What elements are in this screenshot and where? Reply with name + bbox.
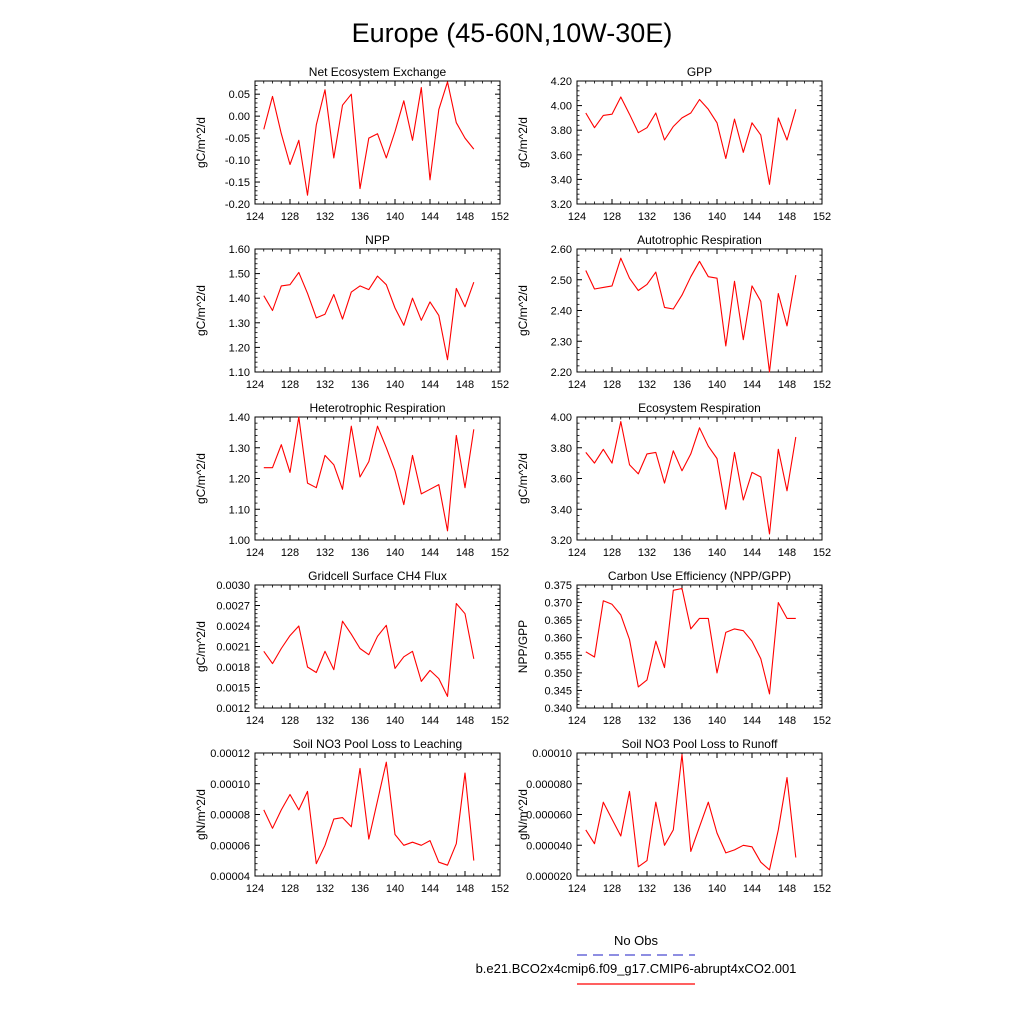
plot-frame: [577, 753, 822, 876]
plot-frame: [255, 753, 500, 876]
x-tick-label: 140: [707, 715, 727, 727]
y-tick-label: 3.20: [550, 535, 572, 547]
x-tick-label: 140: [385, 379, 405, 391]
y-tick-label: 0.0015: [216, 682, 250, 695]
x-tick-label: 132: [637, 379, 657, 391]
panel-soil-no3-pool-loss-to-leaching: [194, 737, 509, 895]
y-tick-label: 0.00: [228, 111, 250, 124]
y-tick-label: 0.375: [544, 580, 572, 592]
panel-title: Gridcell Surface CH4 Flux: [308, 569, 447, 583]
y-tick-label: 0.000040: [526, 840, 572, 853]
y-tick-label: -0.20: [224, 199, 250, 211]
x-tick-label: 128: [602, 547, 622, 559]
x-tick-label: 140: [707, 211, 727, 223]
y-tick-label: 1.40: [228, 293, 250, 306]
x-tick-label: 136: [350, 715, 370, 727]
panel-autotrophic-respiration: [516, 233, 831, 391]
y-tick-label: 1.00: [228, 535, 250, 547]
panel-title: Soil NO3 Pool Loss to Runoff: [621, 737, 778, 751]
y-tick-label: 0.355: [544, 650, 572, 663]
y-axis-label: gC/m^2/d: [194, 453, 208, 504]
x-tick-label: 144: [420, 547, 440, 559]
panel-title: Soil NO3 Pool Loss to Leaching: [292, 737, 463, 751]
x-tick-label: 124: [567, 211, 587, 223]
x-tick-label: 148: [777, 883, 797, 895]
x-tick-label: 124: [245, 379, 265, 391]
y-tick-label: 3.40: [550, 174, 572, 187]
x-tick-label: 132: [315, 379, 335, 391]
y-tick-label: 0.00004: [210, 871, 250, 883]
y-tick-label: 0.000080: [526, 778, 572, 791]
y-tick-label: 1.10: [228, 367, 250, 379]
y-tick-label: 0.0021: [216, 641, 250, 654]
x-tick-label: 148: [455, 883, 475, 895]
panel-npp: [194, 233, 509, 391]
x-tick-label: 152: [490, 883, 510, 895]
x-tick-label: 152: [812, 379, 832, 391]
x-tick-label: 128: [280, 379, 300, 391]
y-axis-label: gN/m^2/d: [194, 789, 208, 840]
x-tick-label: 148: [455, 379, 475, 391]
x-tick-label: 136: [350, 211, 370, 223]
x-tick-label: 128: [280, 715, 300, 727]
plot-grid: [194, 65, 831, 895]
series-line: [264, 417, 474, 531]
x-tick-label: 132: [637, 883, 657, 895]
x-tick-label: 152: [490, 547, 510, 559]
y-tick-label: 1.40: [228, 412, 250, 424]
y-tick-label: 3.80: [550, 442, 572, 455]
x-tick-label: 152: [812, 883, 832, 895]
y-tick-label: 0.0012: [216, 703, 250, 715]
y-axis-label: gC/m^2/d: [516, 453, 530, 504]
x-tick-label: 128: [602, 211, 622, 223]
y-tick-label: 3.80: [550, 125, 572, 138]
panel-title: Heterotrophic Respiration: [309, 401, 446, 415]
x-tick-label: 140: [707, 379, 727, 391]
y-tick-label: 2.30: [550, 336, 572, 349]
y-tick-label: 0.00008: [210, 809, 250, 822]
x-tick-label: 128: [280, 883, 300, 895]
x-tick-label: 136: [672, 379, 692, 391]
panel-soil-no3-pool-loss-to-runoff: [516, 737, 831, 895]
x-tick-label: 140: [707, 547, 727, 559]
page-title: Europe (45-60N,10W-30E): [351, 18, 673, 48]
y-tick-label: 0.0030: [216, 580, 250, 592]
x-tick-label: 132: [637, 547, 657, 559]
y-tick-label: 0.360: [544, 632, 572, 645]
y-axis-label: gC/m^2/d: [194, 621, 208, 672]
legend: [476, 933, 797, 984]
x-tick-label: 144: [742, 715, 762, 727]
x-tick-label: 132: [315, 883, 335, 895]
plot-frame: [577, 249, 822, 372]
y-tick-label: 4.00: [550, 100, 572, 113]
y-tick-label: 1.50: [228, 268, 250, 281]
y-tick-label: -0.15: [224, 177, 250, 190]
y-tick-label: 0.345: [544, 685, 572, 698]
x-tick-label: 152: [490, 379, 510, 391]
x-tick-label: 148: [455, 211, 475, 223]
x-tick-label: 152: [812, 547, 832, 559]
y-tick-label: 1.20: [228, 342, 250, 355]
y-axis-label: gC/m^2/d: [516, 117, 530, 168]
x-tick-label: 148: [777, 379, 797, 391]
series-line: [264, 82, 474, 195]
y-tick-label: 3.20: [550, 199, 572, 211]
x-tick-label: 132: [315, 211, 335, 223]
series-line: [264, 762, 474, 865]
series-line: [586, 258, 796, 372]
panel-title: Carbon Use Efficiency (NPP/GPP): [607, 569, 792, 583]
y-tick-label: 4.20: [550, 76, 572, 88]
plot-frame: [255, 585, 500, 708]
plot-frame: [255, 249, 500, 372]
x-tick-label: 124: [245, 211, 265, 223]
y-tick-label: 0.0024: [216, 621, 250, 633]
x-tick-label: 136: [350, 379, 370, 391]
y-tick-label: 0.00012: [210, 748, 250, 760]
x-tick-label: 132: [315, 547, 335, 559]
x-tick-label: 144: [420, 211, 440, 223]
panel-gridcell-surface-ch4-flux: [194, 569, 509, 727]
series-line: [264, 272, 474, 359]
y-tick-label: 1.30: [228, 442, 250, 455]
x-tick-label: 128: [280, 547, 300, 559]
x-tick-label: 136: [350, 547, 370, 559]
x-tick-label: 128: [280, 211, 300, 223]
series-line: [586, 97, 796, 184]
x-tick-label: 144: [420, 715, 440, 727]
plot-frame: [255, 81, 500, 204]
legend-label-run: b.e21.BCO2x4cmip6.f09_g17.CMIP6-abrupt4xCO2.001: [475, 961, 797, 976]
y-tick-label: 0.000020: [526, 871, 572, 883]
x-tick-label: 148: [777, 547, 797, 559]
y-tick-label: 0.00010: [532, 748, 572, 760]
x-tick-label: 144: [742, 547, 762, 559]
y-tick-label: 2.20: [550, 367, 572, 379]
x-tick-label: 144: [742, 883, 762, 895]
y-tick-label: 1.20: [228, 473, 250, 486]
x-tick-label: 128: [602, 715, 622, 727]
x-tick-label: 124: [245, 547, 265, 559]
y-axis-label: gC/m^2/d: [194, 117, 208, 168]
y-tick-label: -0.10: [224, 155, 250, 168]
x-tick-label: 132: [315, 715, 335, 727]
y-axis-label: gN/m^2/d: [516, 789, 530, 840]
panel-gpp: [516, 65, 831, 223]
x-tick-label: 124: [567, 547, 587, 559]
y-tick-label: 0.0027: [216, 600, 250, 613]
y-tick-label: 1.30: [228, 317, 250, 330]
y-tick-label: -0.05: [224, 133, 250, 146]
x-tick-label: 140: [385, 547, 405, 559]
x-tick-label: 136: [672, 547, 692, 559]
x-tick-label: 140: [385, 715, 405, 727]
panel-title: Ecosystem Respiration: [638, 401, 761, 415]
plot-frame: [577, 585, 822, 708]
y-axis-label: gC/m^2/d: [516, 285, 530, 336]
panel-carbon-use-efficiency-npp-gpp: [516, 569, 831, 727]
y-tick-label: 2.40: [550, 305, 572, 318]
series-line: [586, 422, 796, 534]
panel-net-ecosystem-exchange: [194, 65, 509, 223]
y-tick-label: 3.40: [550, 504, 572, 517]
y-tick-label: 2.50: [550, 274, 572, 287]
x-tick-label: 136: [672, 715, 692, 727]
y-tick-label: 1.10: [228, 504, 250, 517]
x-tick-label: 136: [672, 211, 692, 223]
x-tick-label: 124: [567, 379, 587, 391]
x-tick-label: 148: [455, 547, 475, 559]
x-tick-label: 124: [567, 715, 587, 727]
x-tick-label: 144: [420, 379, 440, 391]
panel-title: Autotrophic Respiration: [637, 233, 762, 247]
y-tick-label: 0.365: [544, 615, 572, 628]
panel-ecosystem-respiration: [516, 401, 831, 559]
y-tick-label: 3.60: [550, 149, 572, 162]
panel-title: GPP: [686, 65, 713, 79]
x-tick-label: 140: [707, 883, 727, 895]
x-tick-label: 144: [742, 379, 762, 391]
y-tick-label: 2.60: [550, 244, 572, 256]
x-tick-label: 152: [490, 715, 510, 727]
y-tick-label: 0.000060: [526, 809, 572, 822]
x-tick-label: 140: [385, 211, 405, 223]
y-tick-label: 0.00010: [210, 778, 250, 791]
y-tick-label: 0.0018: [216, 662, 250, 674]
x-tick-label: 132: [637, 211, 657, 223]
x-tick-label: 136: [350, 883, 370, 895]
x-tick-label: 152: [490, 211, 510, 223]
x-tick-label: 152: [812, 715, 832, 727]
x-tick-label: 148: [777, 715, 797, 727]
x-tick-label: 144: [742, 211, 762, 223]
panel-title: NPP: [365, 233, 390, 247]
panel-heterotrophic-respiration: [194, 401, 509, 559]
series-line: [264, 604, 474, 697]
x-tick-label: 144: [420, 883, 440, 895]
x-tick-label: 128: [602, 883, 622, 895]
y-axis-label: gC/m^2/d: [194, 285, 208, 336]
y-tick-label: 0.05: [228, 89, 250, 102]
y-tick-label: 4.00: [550, 412, 572, 424]
x-tick-label: 152: [812, 211, 832, 223]
x-tick-label: 140: [385, 883, 405, 895]
y-tick-label: 1.60: [228, 244, 250, 256]
y-tick-label: 0.350: [544, 667, 572, 680]
y-tick-label: 0.00006: [210, 840, 250, 853]
x-tick-label: 136: [672, 883, 692, 895]
series-line: [586, 589, 796, 694]
y-tick-label: 0.370: [544, 597, 572, 610]
x-tick-label: 132: [637, 715, 657, 727]
x-tick-label: 124: [567, 883, 587, 895]
y-tick-label: 3.60: [550, 473, 572, 486]
x-tick-label: 124: [245, 715, 265, 727]
x-tick-label: 128: [602, 379, 622, 391]
series-line: [586, 755, 796, 870]
y-axis-label: NPP/GPP: [516, 619, 530, 674]
x-tick-label: 124: [245, 883, 265, 895]
plot-frame: [577, 417, 822, 540]
legend-label-no-obs: No Obs: [613, 933, 659, 948]
panel-title: Net Ecosystem Exchange: [308, 65, 447, 79]
x-tick-label: 148: [455, 715, 475, 727]
y-tick-label: 0.340: [544, 703, 572, 715]
x-tick-label: 148: [777, 211, 797, 223]
